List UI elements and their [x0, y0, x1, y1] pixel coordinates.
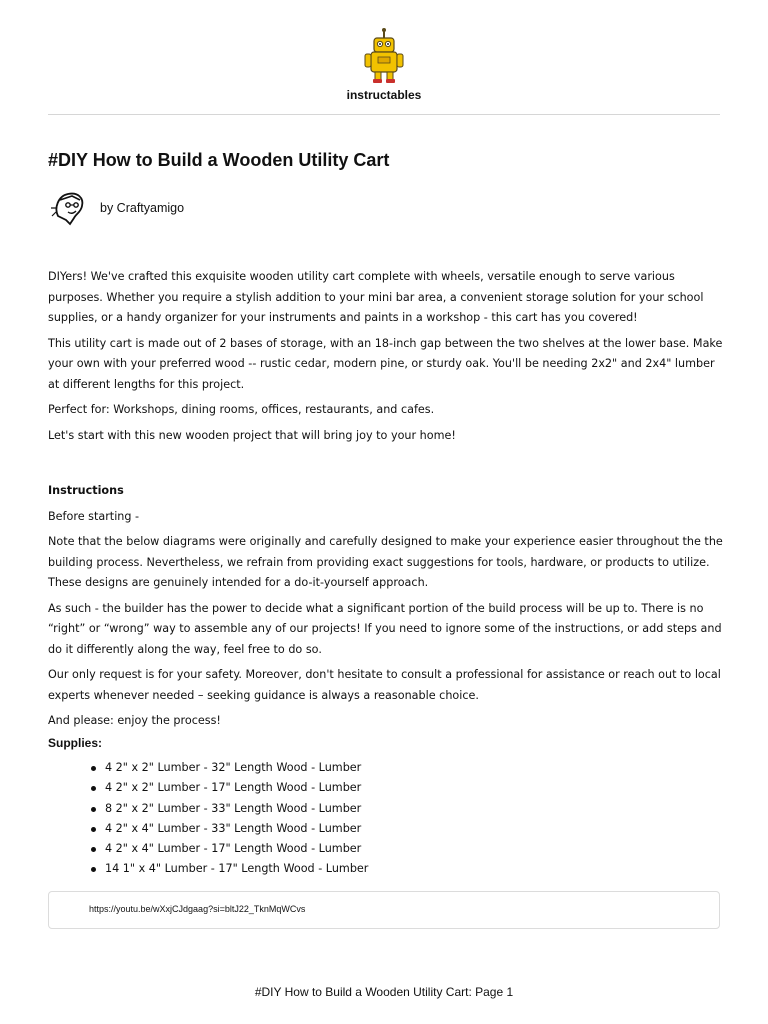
video-link-box — [48, 891, 720, 929]
article-body — [48, 267, 724, 880]
supply-item: 4 2" x 4" Lumber - 17" Length Wood - Lumber — [48, 839, 724, 859]
supply-item: 4 2" x 2" Lumber - 32" Length Wood - Lumber — [48, 758, 724, 778]
craftyamigo-avatar-icon[interactable] — [48, 186, 92, 230]
instructions-paragraph: And please: enjoy the process! — [48, 714, 221, 727]
intro-paragraph: Let's start with this new wooden project that will bring joy to your home! — [48, 428, 456, 442]
brand-name[interactable]: instructables — [346, 88, 422, 102]
instructions-paragraph: As such - the builder has the power to decide what a significant portion of the build process will be up to. There is no “right” or “wrong” way to assemble any of our projects! If you need to ignore some of the instructions, or add steps and do it differently along the way, feel free to do so. — [48, 601, 722, 656]
instructions-heading: Instructions — [48, 484, 124, 497]
page-footer: #DIY How to Build a Wooden Utility Cart: Page 1 — [254, 985, 514, 999]
page-header — [0, 26, 768, 102]
intro-paragraph: Perfect for: Workshops, dining rooms, offices, restaurants, and cafes. — [48, 403, 435, 416]
supply-item: 4 2" x 4" Lumber - 33" Length Wood - Lumber — [48, 819, 724, 839]
supply-item: 8 2" x 2" Lumber - 33" Length Wood - Lumber — [48, 799, 724, 819]
instructions-paragraph: Before starting - — [48, 509, 140, 523]
header-divider — [48, 114, 720, 115]
author-byline[interactable]: by Craftyamigo — [100, 201, 185, 215]
supply-item: 4 2" x 2" Lumber - 17" Length Wood - Lumber — [48, 778, 724, 798]
page-title: #DIY How to Build a Wooden Utility Cart — [48, 150, 390, 170]
instructions-paragraph: Note that the below diagrams were originally and carefully designed to make your experience easier throughout the the building process. Nevertheless, we refrain from providing exact suggestions for tools, hardware, or products to utilize. These designs are genuinely intended for a do-it-yourself approach. — [48, 535, 723, 589]
instructions-paragraph: Our only request is for your safety. Moreover, don't hesitate to consult a professional for assistance or reach out to local experts whenever needed – seeking guidance is always a reasonable choice. — [48, 668, 721, 702]
intro-paragraph: DIYers! We've crafted this exquisite wooden utility cart complete with wheels, versatile enough to serve various purposes. Whether you require a stylish addition to your mini bar area, a convenient storage solution for your school supplies, or a handy organizer for your instruments and paints in a workshop - this cart has you covered! — [48, 270, 704, 324]
instructables-robot-logo-icon[interactable] — [354, 26, 414, 86]
video-link[interactable]: https://youtu.be/wXxjCJdgaag?si=bltJ22_TknMqWCvs — [89, 904, 306, 914]
intro-paragraph: This utility cart is made out of 2 bases of storage, with an 18-inch gap between the two shelves at the lower base. Make your own with your preferred wood -- rustic cedar, modern pine, or sturdy oak. You'll be needing 2x2" and 2x4" lumber at different lengths for this project. — [48, 336, 723, 391]
supplies-list — [48, 758, 724, 880]
supplies-heading: Supplies: — [48, 735, 103, 750]
supply-item: 14 1" x 4" Lumber - 17" Length Wood - Lumber — [48, 859, 724, 879]
author-row — [48, 186, 184, 230]
